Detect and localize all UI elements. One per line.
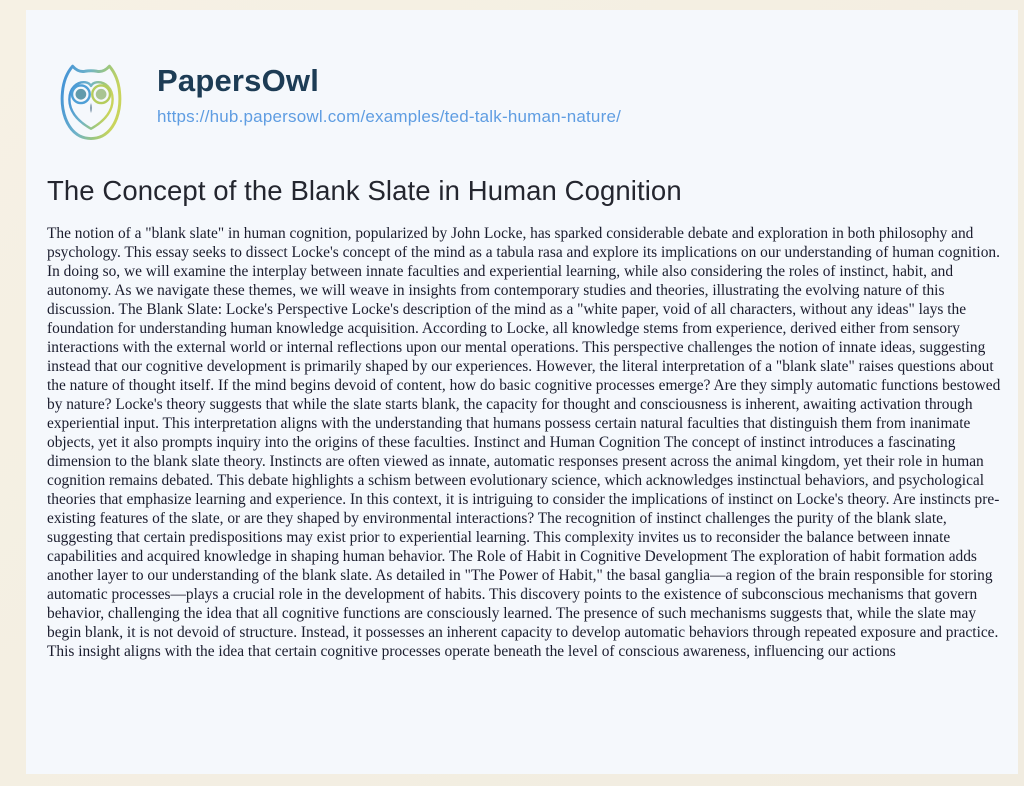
site-header [26,10,1018,150]
owl-logo-icon [45,56,137,150]
brand-name: PapersOwl [157,63,320,98]
essay-body-text: The notion of a "blank slate" in human cognition, popularized by John Locke, has sparked considerable debate and exploration in both philosophy and psychology. This essay seeks to dissect Locke's concept of the mind as a tabula rasa and explore its implications on our understanding of human cognition. In doing so, we will examine the interplay between innate faculties and experiential learning, while also considering the roles of instinct, habit, and autonomy. As we navigate these themes, we will weave in insights from contemporary studies and theories, illustrating the evolving nature of this discussion. The Blank Slate: Locke's Perspective Locke's description of the mind as a "white paper, void of all characters, without any ideas" lays the foundation for understanding human knowledge acquisition. According to Locke, all knowledge stems from experience, derived either from sensory interactions with the external world or internal reflections upon our mental operations. This perspective challenges the notion of innate ideas, suggesting instead that our cognitive development is primarily shaped by our experiences. However, the literal interpretation of a "blank slate" raises questions about the nature of thought itself. If the mind begins devoid of content, how do basic cognitive processes emerge? Are they simply automatic functions bestowed by nature? Locke's theory suggests that while the slate starts blank, the capacity for thought and consciousness is inherent, awaiting activation through experiential input. This interpretation aligns with the understanding that humans possess certain natural faculties that distinguish them from inanimate objects, yet it also prompts inquiry into the origins of these faculties. Instinct and Human Cognition The concept of instinct introduces a fascinating dimension to the blank slate theory. Instincts are often viewed as innate, automatic responses present across the animal kingdom, yet their role in human cognition remains debated. This debate highlights a schism between evolutionary science, which acknowledges instinctual behaviors, and psychological theories that emphasize learning and experience. In this context, it is intriguing to consider the implications of instinct on Locke's theory. Are instincts pre-existing features of the slate, or are they shaped by environmental interactions? The recognition of instinct challenges the purity of the blank slate, suggesting that certain predispositions may exist prior to experiential learning. This complexity invites us to reconsider the balance between innate capabilities and acquired knowledge in shaping human behavior. The Role of Habit in Cognitive Development The exploration of habit formation adds another layer to our understanding of the blank slate. As detailed in "The Power of Habit," the basal ganglia—a region of the brain responsible for storing automatic processes—plays a crucial role in the development of habits. This discovery points to the existence of subconscious mechanisms that govern behavior, challenging the idea that all cognitive functions are consciously learned. The presence of such mechanisms suggests that, while the slate may begin blank, it is not devoid of structure. Instead, it possesses an inherent capacity to develop automatic behaviors through repeated exposure and practice. This insight aligns with the idea that certain cognitive processes operate beneath the level of conscious awareness, influencing our actions [47,224,1001,660]
essay-content [26,175,1018,661]
source-url-link[interactable]: https://hub.papersowl.com/examples/ted-talk-human-nature/ [157,107,622,127]
papersowl-logo[interactable] [45,56,137,150]
brand-block [157,56,621,127]
document-sheet [26,10,1018,774]
essay-title: The Concept of the Blank Slate in Human Cognition [47,175,682,206]
